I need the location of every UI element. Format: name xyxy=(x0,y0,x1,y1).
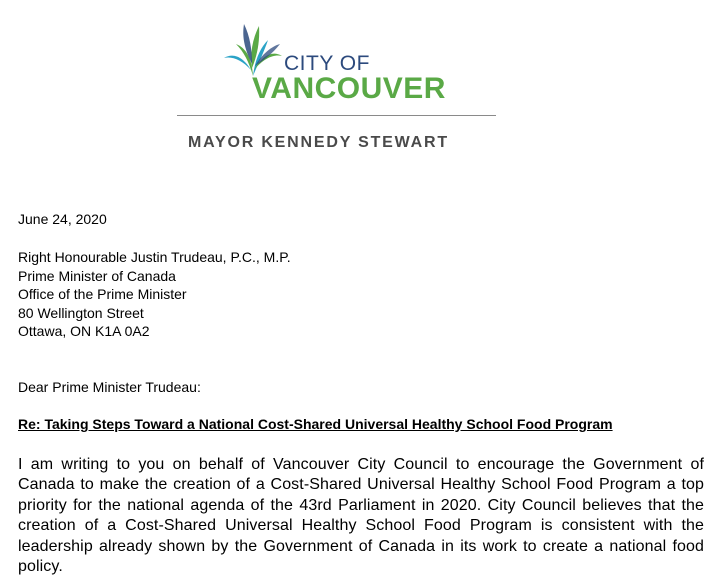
letter-date: June 24, 2020 xyxy=(18,211,107,227)
recipient-address xyxy=(18,248,291,341)
recipient-line: Right Honourable Justin Trudeau, P.C., M.P. xyxy=(18,249,291,265)
recipient-line: Ottawa, ON K1A 0A2 xyxy=(18,323,150,339)
salutation: Dear Prime Minister Trudeau: xyxy=(18,379,201,395)
recipient-line: Office of the Prime Minister xyxy=(18,286,187,302)
letterhead xyxy=(0,0,718,170)
city-of-vancouver-flower-logo-icon xyxy=(222,18,284,80)
recipient-line: 80 Wellington Street xyxy=(18,304,144,321)
recipient-line: Prime Minister of Canada xyxy=(18,267,176,284)
body-paragraph: I am writing to you on behalf of Vancouver City Council to encourage the Government of Canada to make the creation of a Cost-Shared Universal Healthy School Food Program a top priority for the national agenda of the 43rd Parliament in 2020. City Council believes that the creation of a Cost-Shared Universal Healthy School Food Program is consistent with the leadership already shown by the Government of Canada in its work to create a national food policy. xyxy=(18,456,704,576)
city-of-label: CITY OF xyxy=(284,52,370,75)
subject-line: Re: Taking Steps Toward a National Cost-Shared Universal Healthy School Food Program xyxy=(18,416,613,432)
vancouver-label: VANCOUVER xyxy=(252,72,446,105)
letterhead-divider xyxy=(177,115,496,116)
mayor-office-label: MAYOR KENNEDY STEWART xyxy=(188,134,449,151)
